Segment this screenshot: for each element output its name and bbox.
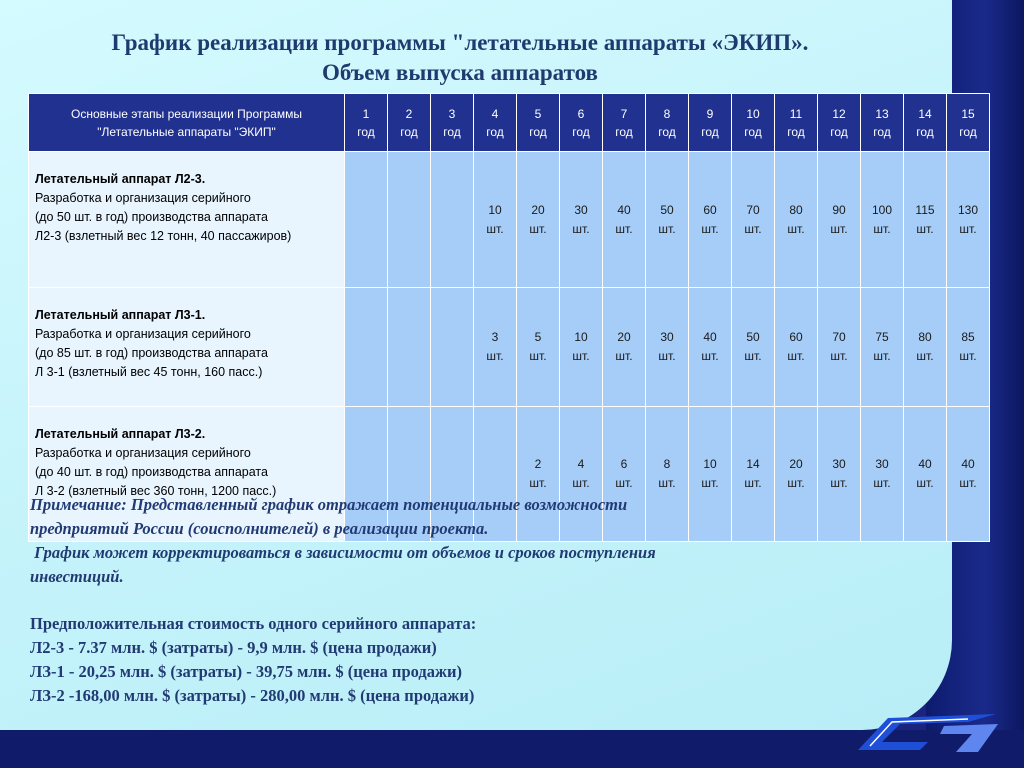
table-row [29,288,990,407]
volume-unit: шт. [873,476,891,490]
volume-value: 40 [703,330,717,344]
title-line-1: График реализации программы "летательные аппараты «ЭКИП». [111,30,809,55]
note-block [30,493,890,589]
cost-item-l3-2: ЛЗ-2 -168,00 млн. $ (затраты) - 280,00 млн. $ (цена продажи) [30,686,475,705]
note-line-2: предприятий России (соисполнителей) в реализации проекта. [30,519,489,538]
year-header-7: 7 год [603,94,646,152]
volume-unit: шт. [830,349,848,363]
volume-value: 70 [746,202,760,217]
volume-cell-year-10 [732,288,775,407]
volume-cell-year-11 [775,288,818,407]
volume-cell-year-14 [904,407,947,542]
year-header-6: 6 год [560,94,603,152]
volume-value: 3 [491,330,499,344]
volume-unit: шт. [701,476,719,490]
volume-cell-year-10 [732,152,775,288]
stage-description-line: Разработка и организация серийного [35,446,251,460]
volume-unit: шт. [486,221,504,236]
volume-value: 10 [574,330,588,344]
volume-value: 70 [832,330,846,344]
volume-value: 60 [703,202,717,217]
volume-value: 75 [875,330,889,344]
volume-value: 30 [875,457,889,471]
volume-value: 100 [871,202,893,217]
stage-description-line: (до 85 шт. в год) производства аппарата [35,346,268,360]
year-header-11: 11 год [775,94,818,152]
volume-cell-year-6 [560,152,603,288]
volume-value: 50 [660,202,674,217]
cost-item-l3-1: ЛЗ-1 - 20,25 млн. $ (затраты) - 39,75 млн. $ (цена продажи) [30,662,462,681]
stage-description-line: Разработка и организация серийного [35,191,251,205]
stage-description-line: Л 3-1 (взлетный вес 45 тонн, 160 пасс.) [35,365,263,379]
volume-value: 10 [703,457,717,471]
cost-heading: Предположительная стоимость одного серийного аппарата: [30,614,477,633]
stage-description-line: Разработка и организация серийного [35,327,251,341]
volume-unit: шт. [615,221,633,236]
volume-unit: шт. [701,349,719,363]
volume-cell-year-15 [947,407,990,542]
stage-description-line: (до 50 шт. в год) производства аппарата [35,210,268,224]
page-title [30,28,890,88]
volume-cell-year-3 [431,288,474,407]
note-line-3: График может корректироваться в зависимости от объемов и сроков поступления [30,543,656,562]
year-header-4: 4 год [474,94,517,152]
volume-value: 30 [574,202,588,217]
volume-value: 115 [915,202,935,217]
volume-unit: шт. [959,221,977,236]
volume-value: 2 [534,457,542,471]
volume-cell-year-15 [947,152,990,288]
table-header-row [29,94,990,152]
volume-cell-year-15 [947,288,990,407]
volume-value: 5 [534,330,542,344]
year-header-13: 13 год [861,94,904,152]
volume-value: 14 [746,457,760,471]
note-line-4: инвестиций. [30,567,124,586]
stage-description-line: (до 40 шт. в год) производства аппарата [35,465,268,479]
volume-value: 85 [961,330,975,344]
stage-description-cell [29,152,345,288]
volume-cell-year-2 [388,152,431,288]
volume-unit: шт. [959,476,977,490]
stage-description-line: Л2-3 (взлетный вес 12 тонн, 40 пассажиров) [35,229,292,243]
volume-unit: шт. [916,349,934,363]
year-header-14: 14 год [904,94,947,152]
aircraft-name: Летательный аппарат Л2-3. [35,172,206,186]
volume-unit: шт. [916,221,934,236]
volume-cell-year-14 [904,152,947,288]
year-header-8: 8 год [646,94,689,152]
volume-cell-year-2 [388,288,431,407]
year-header-10: 10 год [732,94,775,152]
volume-value: 60 [789,330,803,344]
volume-cell-year-8 [646,152,689,288]
year-header-1: 1 год [345,94,388,152]
volume-cell-year-11 [775,152,818,288]
volume-unit: шт. [701,221,719,236]
volume-unit: шт. [744,349,762,363]
volume-value: 4 [577,457,585,471]
volume-value: 80 [918,330,932,344]
volume-unit: шт. [615,476,633,490]
volume-unit: шт. [529,476,547,490]
table-row [29,152,990,288]
volume-cell-year-3 [431,152,474,288]
volume-unit: шт. [787,476,805,490]
stage-column-header: Основные этапы реализации Программы "Летательные аппараты "ЭКИП" [29,94,345,152]
volume-cell-year-8 [646,288,689,407]
volume-unit: шт. [658,349,676,363]
volume-cell-year-1 [345,288,388,407]
volume-value: 10 [488,202,502,217]
aircraft-name: Летательный аппарат Л3-2. [35,427,206,441]
volume-cell-year-14 [904,288,947,407]
volume-unit: шт. [486,349,504,363]
volume-unit: шт. [658,476,676,490]
volume-unit: шт. [744,476,762,490]
year-header-5: 5 год [517,94,560,152]
volume-cell-year-9 [689,152,732,288]
volume-value: 40 [961,457,975,471]
volume-cell-year-12 [818,288,861,407]
volume-cell-year-1 [345,152,388,288]
production-schedule-table [28,93,990,542]
volume-unit: шт. [658,221,676,236]
volume-unit: шт. [529,221,547,236]
year-header-12: 12 год [818,94,861,152]
volume-unit: шт. [572,221,590,236]
volume-value: 130 [957,202,979,217]
volume-value: 40 [617,202,631,217]
volume-cell-year-13 [861,152,904,288]
volume-value: 8 [663,457,671,471]
volume-unit: шт. [572,476,590,490]
volume-unit: шт. [830,476,848,490]
volume-value: 40 [918,457,932,471]
volume-value: 30 [832,457,846,471]
aircraft-name: Летательный аппарат Л3-1. [35,308,206,322]
volume-cell-year-4 [474,152,517,288]
volume-unit: шт. [615,349,633,363]
volume-unit: шт. [959,349,977,363]
volume-cell-year-12 [818,152,861,288]
cost-item-l2-3: Л2-3 - 7.37 млн. $ (затраты) - 9,9 млн. $ (цена продажи) [30,638,437,657]
volume-value: 20 [531,202,545,217]
volume-value: 6 [620,457,628,471]
year-header-2: 2 год [388,94,431,152]
volume-unit: шт. [572,349,590,363]
volume-unit: шт. [787,349,805,363]
ekip-logo-icon [848,712,998,754]
volume-unit: шт. [744,221,762,236]
volume-unit: шт. [830,221,848,236]
volume-cell-year-7 [603,288,646,407]
volume-value: 30 [660,330,674,344]
volume-cell-year-5 [517,288,560,407]
logo-swoosh-right [940,724,998,752]
volume-unit: шт. [529,349,547,363]
volume-value: 80 [789,202,803,217]
volume-unit: шт. [916,476,934,490]
title-line-2: Объем выпуска аппаратов [322,60,598,85]
volume-unit: шт. [873,349,891,363]
year-header-9: 9 год [689,94,732,152]
volume-unit: шт. [873,221,891,236]
year-header-3: 3 год [431,94,474,152]
note-line-1: Примечание: Представленный график отражает потенциальные возможности [30,495,628,514]
volume-value: 90 [832,202,846,217]
volume-cell-year-9 [689,288,732,407]
volume-cell-year-7 [603,152,646,288]
volume-cell-year-13 [861,288,904,407]
volume-cell-year-6 [560,288,603,407]
volume-cell-year-4 [474,288,517,407]
cost-block [30,612,890,708]
volume-cell-year-5 [517,152,560,288]
volume-unit: шт. [787,221,805,236]
stage-description-cell [29,288,345,407]
year-header-15: 15 год [947,94,990,152]
volume-value: 20 [617,330,631,344]
volume-value: 20 [789,457,803,471]
volume-value: 50 [746,330,760,344]
stage-description-line: Л 3-2 (взлетный вес 360 тонн, 1200 пасс.) [35,484,277,498]
